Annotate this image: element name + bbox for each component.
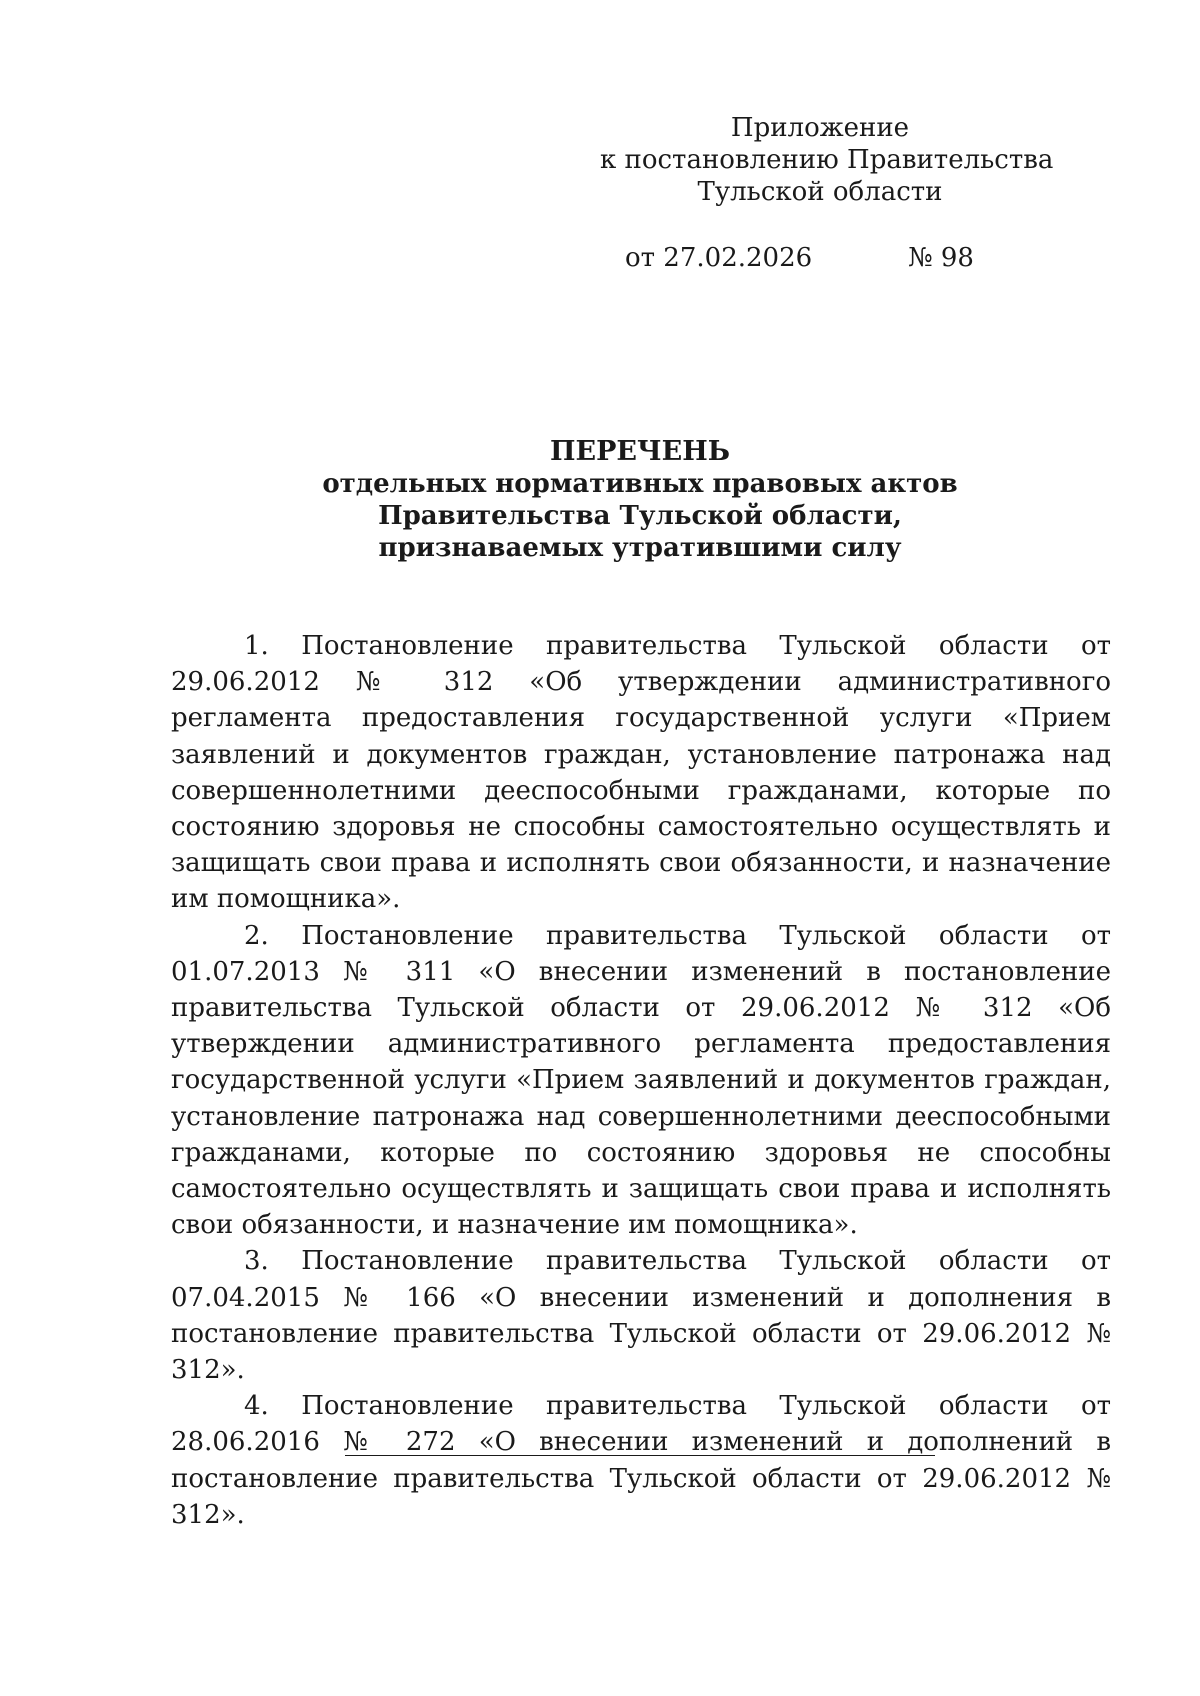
title-line-3: признаваемых утратившими силу — [378, 533, 902, 563]
title-main: ПЕРЕЧЕНЬ — [550, 436, 730, 467]
annex-region: Тульской области — [697, 177, 943, 207]
title-line-2: Правительства Тульской области, — [378, 501, 902, 531]
list-item-4: 4. Постановление правительства Тульской области от 28.06.2016 № 272 «О внесении изменений и дополнений в постановление правительства Тульской области от 29.06.2012 № 312». — [171, 1391, 1111, 1530]
list-item-2: 2. Постановление правительства Тульской области от 01.07.2013 № 311 «О внесении изменений в постановление правительства Тульской области от 29.06.2012 № 312 «Об утверждении административного регламента предоставления государственной услуги «Прием заявлений и документов граждан, установление патронажа над совершеннолетними дееспособными гражданами, которые по состоянию здоровья не способны самостоятельно осуществлять и защищать свои права и исполнять свои обязанности, и назначение им помощника». — [171, 920, 1111, 1241]
document-title — [170, 436, 1110, 564]
document-date: от 27.02.2026 — [625, 243, 813, 273]
annex-resolution-ref: к постановлению Правительства — [600, 145, 1054, 175]
document-body — [171, 628, 1111, 1533]
annex-header — [600, 112, 1054, 208]
title-line-1: отдельных нормативных правовых актов — [322, 469, 958, 499]
list-item-3: 3. Постановление правительства Тульской области от 07.04.2015 № 166 «О внесении изменений и дополнения в постановление правительства Тульской области от 29.06.2012 № 312». — [171, 1246, 1111, 1386]
end-divider — [345, 1455, 935, 1456]
document-number: № 98 — [908, 243, 974, 273]
list-item-1: 1. Постановление правительства Тульской области от 29.06.2012 № 312 «Об утверждении административного регламента предоставления государственной услуги «Прием заявлений и документов граждан, установление патронажа над совершеннолетними дееспособными гражданами, которые по состоянию здоровья не способны самостоятельно осуществлять и защищать свои права и исполнять свои обязанности, и назначение им помощника». — [171, 631, 1111, 915]
annex-label: Приложение — [730, 113, 910, 143]
